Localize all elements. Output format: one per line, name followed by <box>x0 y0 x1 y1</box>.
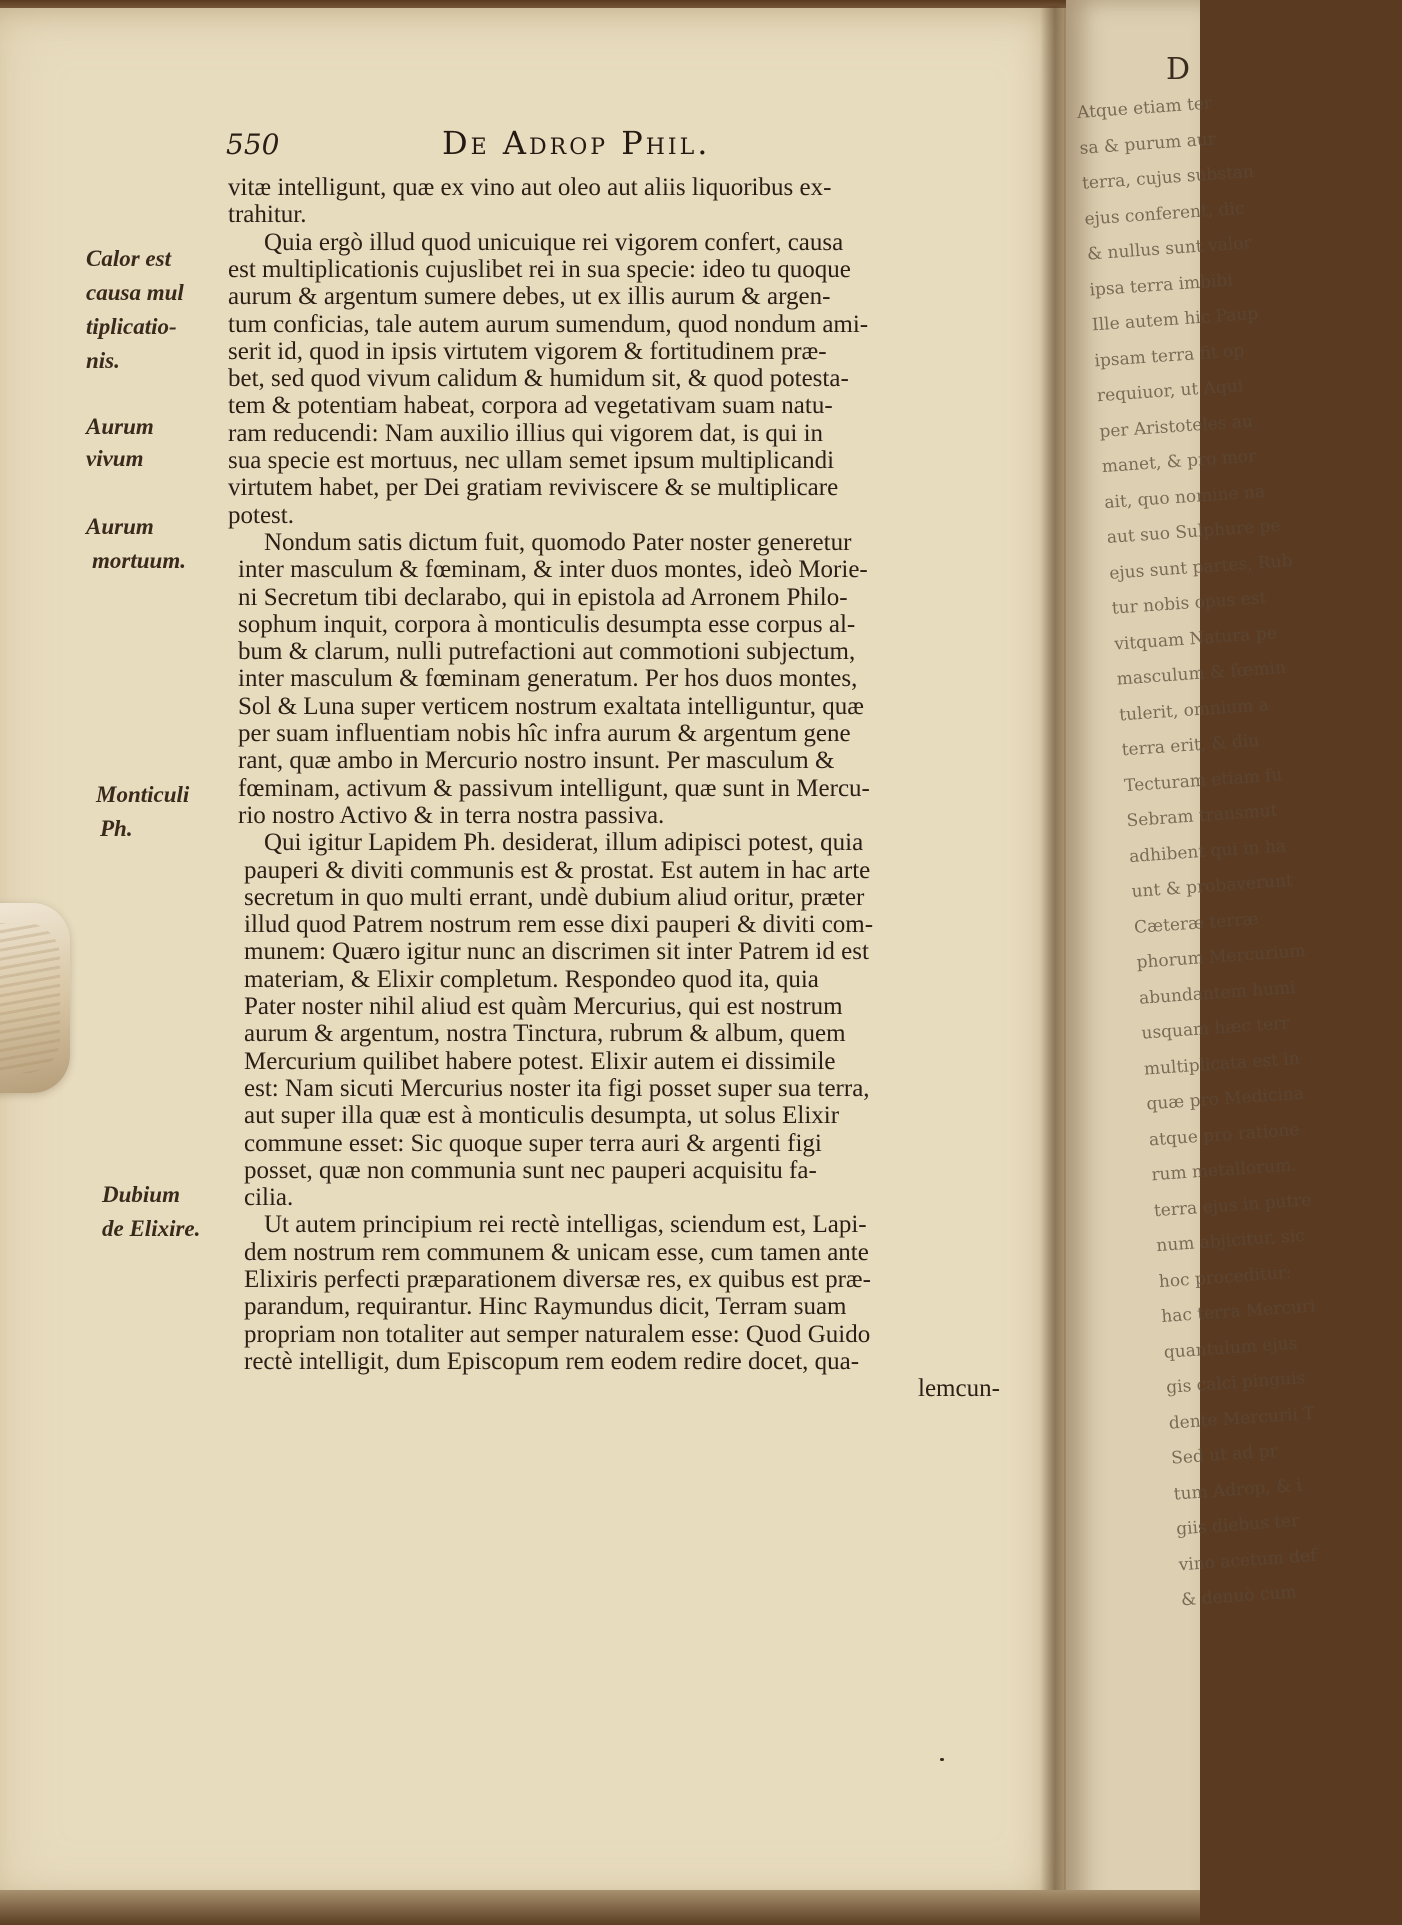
text-line-content: Qui igitur Lapidem Ph. desiderat, illum adipisci potest, quia <box>264 829 864 857</box>
text-line <box>0 1372 1060 1405</box>
text-line-content: bum & clarum, nulli putrefactioni aut commotioni subjectum, <box>238 638 856 666</box>
text-line-content: serit id, quod in ipsis virtutem vigorem & fortitudinem præ- <box>228 337 827 365</box>
text-line-content: per suam influentiam nobis hîc infra aurum & argentum gene <box>238 720 851 747</box>
text-line-content: Elixiris perfecti præparationem diversæ res, ex quibus est præ- <box>244 1266 871 1293</box>
text-line-content: rant, quæ ambo in Mercurio nostro insunt. Per masculum & <box>238 747 835 775</box>
facing-page-line: masculum & fœmin <box>1116 657 1287 690</box>
facing-page-line: atque pro ratione <box>1148 1119 1301 1150</box>
marginal-note: Aurum <box>86 514 154 539</box>
text-line-content: lemcun- <box>918 1375 1000 1403</box>
facing-page-line: tulerit, omnium a <box>1118 694 1270 725</box>
left-page <box>0 8 1068 1903</box>
text-line-content: parandum, requirantur. Hinc Raymundus dicit, Terram suam <box>244 1293 847 1321</box>
facing-page-line: Cæteræ terræ <box>1133 908 1260 938</box>
text-line-content: pauperi & diviti communis est & prostat. Est autem in hac arte <box>244 856 871 884</box>
text-line-content: tum conficias, tale autem aurum sumendum, quod nondum ami- <box>228 310 869 338</box>
facing-page-line: & nullus sunt valor <box>1086 233 1253 265</box>
facing-page-line: tur nobis opus est <box>1111 587 1267 619</box>
facing-page-line: terra ejus in putre <box>1153 1189 1313 1221</box>
text-line-content: illud quod Patrem nostrum rem esse dixi pauperi & diviti com- <box>244 911 874 939</box>
text-line-content: dem nostrum rem communem & unicam esse, cum tamen ante <box>244 1238 869 1266</box>
facing-page-line: hac terra Mercuri <box>1160 1296 1317 1327</box>
facing-page-line: Atque etiam ter <box>1076 93 1213 123</box>
text-line-content: commune esset: Sic quoque super terra auri & argenti figi <box>244 1129 822 1157</box>
ink-speck <box>940 1758 944 1761</box>
book-bottom-edge <box>0 1890 1200 1925</box>
text-line-content: ram reducendi: Nam auxilio illius qui vigorem dat, is qui in <box>228 419 824 447</box>
text-line-content: rio nostro Activo & in terra nostra passiva. <box>238 801 665 829</box>
marginal-note: causa mul <box>86 280 184 305</box>
facing-page-line: rum metallorum. <box>1150 1155 1298 1186</box>
text-line-content: trahitur. <box>228 201 307 229</box>
text-line-content: ni Secretum tibi declarabo, qui in epistola ad Arronem Philo- <box>238 583 848 611</box>
ribbon-bookmark <box>0 903 70 1093</box>
text-line-content: secretum in quo multi errant, undè dubium aliud oritur, præter <box>244 883 865 911</box>
marginal-note: Dubium <box>102 1182 180 1207</box>
marginal-note: Ph. <box>100 816 133 841</box>
facing-page-line: usquam hæc terr <box>1140 1013 1291 1044</box>
facing-page-line: & denuò cum <box>1180 1582 1298 1611</box>
facing-page-line: per Aristoteles au <box>1098 410 1254 442</box>
text-line-content: fœminam, activum & passivum intelligunt, quæ sunt in Mercu- <box>238 774 870 802</box>
facing-page-line: multiplicata est in <box>1143 1048 1301 1080</box>
page-number: 550 <box>226 128 280 161</box>
text-line-content: materiam, & Elixir completum. Respondeo quod ita, quia <box>244 965 819 993</box>
text-line-content: bet, sed quod vivum calidum & humidum sit, & quod potesta- <box>228 365 849 393</box>
facing-page-line: gis calci pinguis <box>1165 1368 1306 1398</box>
facing-page-line: requiuor, ut Aqui <box>1096 376 1244 407</box>
marginal-note: Calor est <box>86 246 171 271</box>
marginal-note: nis. <box>86 348 120 373</box>
facing-page-line: ipsam terra fit op <box>1093 340 1245 371</box>
text-line-content: potest. <box>228 501 294 529</box>
facing-page-line: giis diebus ter <box>1175 1510 1300 1540</box>
facing-page-line: phorum Mercurium <box>1135 941 1307 973</box>
marginal-note: mortuum. <box>92 548 186 573</box>
text-line-content: Mercurium quilibet habere potest. Elixir autem ei dissimile <box>244 1047 836 1075</box>
text-line-content: aurum & argentum, nostra Tinctura, rubrum & album, quem <box>244 1020 846 1048</box>
facing-page-line: vitquam Natura pe <box>1113 622 1278 655</box>
facing-page-line: terra, cujus substan <box>1081 161 1255 194</box>
facing-page-line: dente Mercurii T <box>1168 1403 1316 1434</box>
text-line-content: cilia. <box>244 1184 294 1212</box>
facing-page-line: Sebram transmut <box>1126 800 1279 832</box>
bookmark-fringe <box>0 923 60 1073</box>
facing-page-line: ait, quo nomine na <box>1103 481 1266 513</box>
facing-page-line: abundantem humi <box>1138 977 1297 1009</box>
text-line-content: rectè intelligit, dum Episcopum rem eodem redire docet, qua- <box>244 1347 860 1375</box>
text-line-content: inter masculum & fœminam generatum. Per hos duos montes, <box>238 665 858 693</box>
marginal-note: vivum <box>86 446 144 471</box>
text-line-content: Nondum satis dictum fuit, quomodo Pater noster generetur <box>264 528 852 556</box>
facing-page-line: ejus conferent, dic <box>1083 198 1246 230</box>
marginal-note: tiplicatio- <box>86 314 177 339</box>
text-line-content: aut super illa quæ est à monticulis desumpta, ut solus Elixir <box>244 1102 840 1130</box>
facing-page-line: unt & probaverunt <box>1130 870 1294 903</box>
text-line-content: est: Nam sicuti Mercurius noster ita figi posset super sua terra, <box>244 1074 870 1102</box>
facing-page-line: sa & purum aur <box>1078 128 1217 159</box>
facing-page-text <box>1076 81 1402 1619</box>
running-head: De Adrop Phil. <box>442 124 711 162</box>
facing-page-line: ipsa terra imbibi <box>1088 270 1234 301</box>
facing-page-header: D <box>1166 52 1193 87</box>
facing-page-line: Ille autem hic Paup <box>1091 303 1259 336</box>
facing-page-line: terra erit, & diu <box>1121 730 1260 761</box>
text-line-content: Sol & Luna super verticem nostrum exaltata intelliguntur, quæ <box>238 692 864 720</box>
facing-page-line: vino acetum def <box>1178 1545 1317 1575</box>
facing-page-line: ejus sunt partes, Rub <box>1108 550 1294 584</box>
facing-page-line: adhibent qui in ha <box>1128 835 1287 867</box>
facing-page-line: aut suo Sulphure pe <box>1106 515 1282 548</box>
text-line-content: tem & potentiam habeat, corpora ad vegetativam suam natu- <box>228 392 833 420</box>
text-line-content: est multiplicationis cujuslibet rei in sua specie: ideo tu quoque <box>228 255 851 283</box>
text-line-content: munem: Quæro igitur nunc an discrimen sit inter Patrem id est <box>244 938 869 966</box>
marginal-note: Monticuli <box>96 782 190 807</box>
text-line-content: Pater noster nihil aliud est quàm Mercurius, qui est nostrum <box>244 993 843 1020</box>
text-line-content: vitæ intelligunt, quæ ex vino aut oleo aut aliis liquoribus ex- <box>228 174 832 201</box>
text-line-content: sua specie est mortuus, nec ullam semet ipsum multiplicandi <box>228 447 835 474</box>
facing-page-line: quantulum ejus <box>1163 1333 1298 1363</box>
text-line-content: posset, quæ non communia sunt nec pauperi acquisitu fa- <box>244 1156 817 1184</box>
marginal-note: Aurum <box>86 414 154 439</box>
text-line-content: inter masculum & fœminam, & inter duos montes, ideò Morie- <box>238 556 868 584</box>
facing-page-line: manet, & pro mor <box>1101 446 1257 478</box>
facing-page-line: hoc proceditur: <box>1158 1262 1293 1292</box>
facing-page-line: quæ pro Medicina <box>1145 1083 1305 1115</box>
text-line-content: Quia ergò illud quod unicuique rei vigorem confert, causa <box>264 228 844 256</box>
facing-page-line: Tecturam etiam fu <box>1123 764 1283 796</box>
text-line-content: aurum & argentum sumere debes, ut ex illis aurum & argen- <box>228 283 831 311</box>
facing-page-line: num abjicitur, sic <box>1155 1225 1306 1257</box>
facing-page-line: Sed ut ad pr <box>1170 1441 1279 1469</box>
text-line-content: Ut autem principium rei rectè intelligas, sciendum est, Lapi- <box>264 1211 867 1239</box>
text-line-content: virtutem habet, per Dei gratiam reviviscere & se multiplicare <box>228 474 839 502</box>
text-line-content: sophum inquit, corpora à monticulis desumpta esse corpus al- <box>238 610 856 638</box>
facing-page-line: tum Adrop, & i <box>1173 1475 1303 1505</box>
facing-page <box>1066 0 1317 1925</box>
marginal-note: de Elixire. <box>102 1216 201 1241</box>
text-line-content: propriam non totaliter aut semper naturalem esse: Quod Guido <box>244 1320 871 1348</box>
